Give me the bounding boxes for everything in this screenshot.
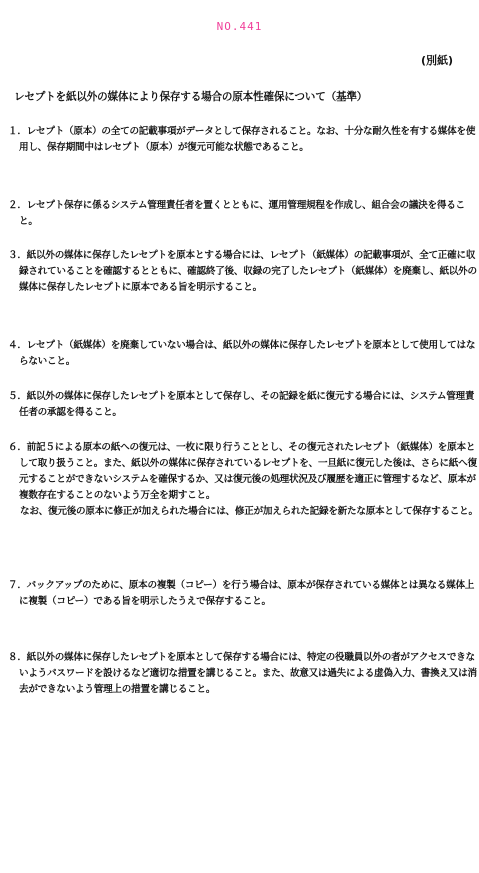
- item-5-text: ５．紙以外の媒体に保存したレセプトを原本として保存し、その記録を紙に復元する場合には、システム管理責任者の承認を得ること。: [8, 391, 475, 418]
- item-4: [8, 338, 479, 370]
- item-3: [8, 248, 479, 296]
- item-3-text: ３．紙以外の媒体に保存したレセプトを原本とする場合には、レセプト（紙媒体）の記載事項が、全て正確に収録されていることを確認するとともに、確認終了後、収録の完了したレセプト（紙媒体）を廃棄し、紙以外の媒体に保存したレセプトに原本である旨を明示すること。: [8, 250, 477, 293]
- item-2-text: ２．レセプト保存に係るシステム管理責任者を置くとともに、運用管理規程を作成し、組合会の議決を得ること。: [8, 200, 465, 227]
- document-title: レセプトを紙以外の媒体により保存する場合の原本性確保について（基準）: [14, 91, 368, 103]
- item-1: [8, 124, 479, 156]
- item-8-text: ８．紙以外の媒体に保存したレセプトを原本として保存する場合には、特定の役職員以外の者がアクセスできないようパスワードを設けるなど適切な措置を講じること。また、故意又は過失による虚偽入力、書換え又は消去ができないよう管理上の措置を講じること。: [8, 652, 477, 695]
- item-6: [8, 440, 479, 520]
- item-6-note: なお、復元後の原本に修正が加えられた場合には、修正が加えられた記録を新たな原本として保存すること。: [20, 506, 478, 517]
- item-6-text: ６．前記５による原本の紙への復元は、一枚に限り行うこととし、その復元されたレセプト（紙媒体）を原本として取り扱うこと。また、紙以外の媒体に保存されているレセプトを、一旦紙に復元した後は、さらに紙へ復元することができないシステムを確保するか、又は復元後の処理状況及び履歴を適正に管理するなど、原本が複数存在することのないよう万全を期すこと。: [8, 442, 477, 501]
- item-7: [8, 578, 479, 610]
- item-5: [8, 389, 479, 421]
- item-7-text: ７．バックアップのために、原本の複製（コピー）を行う場合は、原本が保存されている媒体とは異なる媒体上に複製（コピー）である旨を明示したうえで保存すること。: [8, 580, 475, 607]
- item-1-text: １．レセプト（原本）の全ての記載事項がデータとして保存されること。なお、十分な耐久性を有する媒体を使用し、保存期間中はレセプト（原本）が復元可能な状態であること。: [8, 126, 476, 153]
- item-2: [8, 198, 479, 230]
- item-4-text: ４．レセプト（紙媒体）を廃棄していない場合は、紙以外の媒体に保存したレセプトを原本として使用してはならないこと。: [8, 340, 476, 367]
- item-8: [8, 650, 479, 698]
- document-number: NO.441: [216, 20, 263, 33]
- attachment-label: (別紙): [420, 54, 453, 67]
